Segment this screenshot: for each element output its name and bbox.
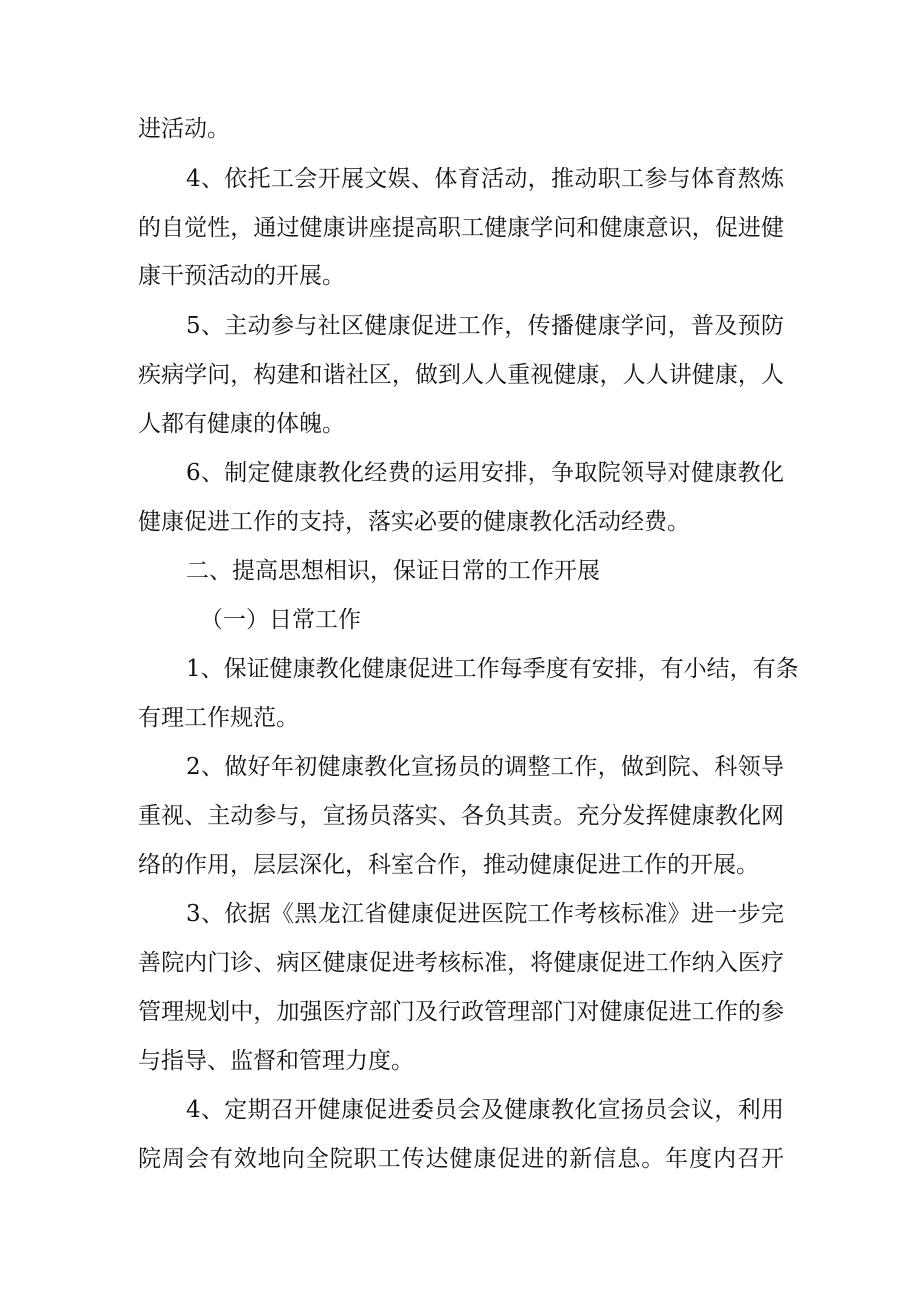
text-line: 重视、主动参与，宣扬员落实、各负其责。充分发挥健康教化网 xyxy=(138,803,784,829)
text-line: 6、制定健康教化经费的运用安排，争取院领导对健康教化 xyxy=(186,460,784,486)
subsection-heading: （一）日常工作 xyxy=(200,607,361,633)
text-line: 2、做好年初健康教化宣扬员的调整工作，做到院、科领导 xyxy=(186,754,784,780)
text-line: 有理工作规范。 xyxy=(138,705,299,731)
text-line: 康干预活动的开展。 xyxy=(138,263,345,289)
text-line: 管理规划中，加强医疗部门及行政管理部门对健康促进工作的参 xyxy=(138,999,784,1025)
text-line: 人都有健康的体魄。 xyxy=(138,411,345,437)
section-heading: 二、提高思想相识，保证日常的工作开展 xyxy=(186,558,600,584)
text-line: 5、主动参与社区健康促进工作，传播健康学问，普及预防 xyxy=(186,313,784,339)
text-line: 院周会有效地向全院职工传达健康促进的新信息。年度内召开 xyxy=(138,1146,784,1172)
text-line: 与指导、监督和管理力度。 xyxy=(138,1048,414,1074)
text-line: 3、依据《黑龙江省健康促进医院工作考核标准》进一步完 xyxy=(186,901,784,927)
text-line: 疾病学问，构建和谐社区，做到人人重视健康，人人讲健康，人 xyxy=(138,362,784,388)
text-line: 健康促进工作的支持，落实必要的健康教化活动经费。 xyxy=(138,509,690,535)
text-line: 络的作用，层层深化，科室合作，推动健康促进工作的开展。 xyxy=(138,852,759,878)
text-line: 的自觉性，通过健康讲座提高职工健康学问和健康意识，促进健 xyxy=(138,215,784,241)
text-line: 4、依托工会开展文娱、体育活动，推动职工参与体育熬炼 xyxy=(186,166,784,192)
text-line: 进活动。 xyxy=(138,116,230,142)
text-line: 1、保证健康教化健康促进工作每季度有安排，有小结，有条 xyxy=(186,656,799,682)
text-line: 善院内门诊、病区健康促进考核标准，将健康促进工作纳入医疗 xyxy=(138,950,784,976)
text-line: 4、定期召开健康促进委员会及健康教化宣扬员会议，利用 xyxy=(186,1097,784,1123)
